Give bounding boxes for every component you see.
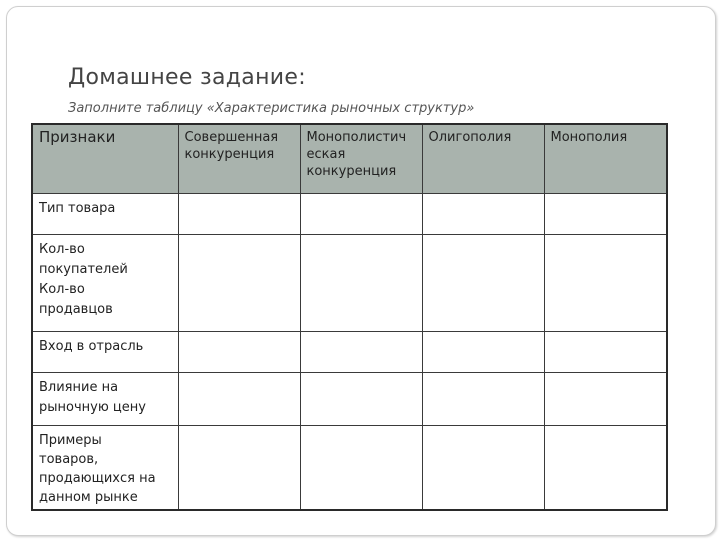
row-label: Тип товара	[39, 201, 116, 216]
empty-cell[interactable]	[178, 235, 300, 332]
empty-cell[interactable]	[544, 194, 667, 235]
table-row	[32, 332, 667, 373]
empty-cell[interactable]	[178, 426, 300, 511]
slide-subtitle: Заполните таблицу «Характеристика рыночных структур»	[68, 101, 475, 116]
header-label: Монополистич еская конкуренция	[306, 130, 407, 179]
empty-cell[interactable]	[300, 373, 422, 426]
empty-cell[interactable]	[422, 373, 544, 426]
empty-cell[interactable]	[544, 426, 667, 511]
empty-cell[interactable]	[544, 235, 667, 332]
table-row	[32, 194, 667, 235]
market-structures-table	[31, 123, 668, 511]
header-label: Олигополия	[428, 130, 512, 145]
empty-cell[interactable]	[422, 332, 544, 373]
header-cell-monopolistic-competition	[300, 124, 422, 194]
empty-cell[interactable]	[178, 332, 300, 373]
empty-cell[interactable]	[544, 373, 667, 426]
empty-cell[interactable]	[422, 194, 544, 235]
slide-title: Домашнее задание:	[68, 65, 306, 90]
row-label: Кол-во покупателей Кол-во продавцов	[39, 242, 128, 317]
row-label-cell	[32, 332, 178, 373]
row-label: Влияние на рыночную цену	[39, 380, 146, 415]
row-label: Вход в отрасль	[39, 339, 144, 354]
table-row	[32, 235, 667, 332]
header-cell-criteria	[32, 124, 178, 194]
row-label: Примеры товаров, продающихся на данном рынке	[39, 433, 156, 505]
header-cell-monopoly	[544, 124, 667, 194]
empty-cell[interactable]	[300, 426, 422, 511]
table-row	[32, 426, 667, 511]
empty-cell[interactable]	[300, 194, 422, 235]
row-label-cell	[32, 373, 178, 426]
row-label-cell	[32, 194, 178, 235]
empty-cell[interactable]	[178, 194, 300, 235]
empty-cell[interactable]	[422, 235, 544, 332]
header-row	[32, 124, 667, 194]
empty-cell[interactable]	[300, 332, 422, 373]
empty-cell[interactable]	[300, 235, 422, 332]
header-label: Монополия	[550, 130, 628, 145]
header-label: Признаки	[39, 128, 116, 146]
empty-cell[interactable]	[422, 426, 544, 511]
header-label: Совершенная конкуренция	[184, 130, 279, 162]
row-label-cell	[32, 235, 178, 332]
row-label-cell	[32, 426, 178, 511]
empty-cell[interactable]	[544, 332, 667, 373]
header-cell-oligopoly	[422, 124, 544, 194]
table-row	[32, 373, 667, 426]
empty-cell[interactable]	[178, 373, 300, 426]
header-cell-perfect-competition	[178, 124, 300, 194]
